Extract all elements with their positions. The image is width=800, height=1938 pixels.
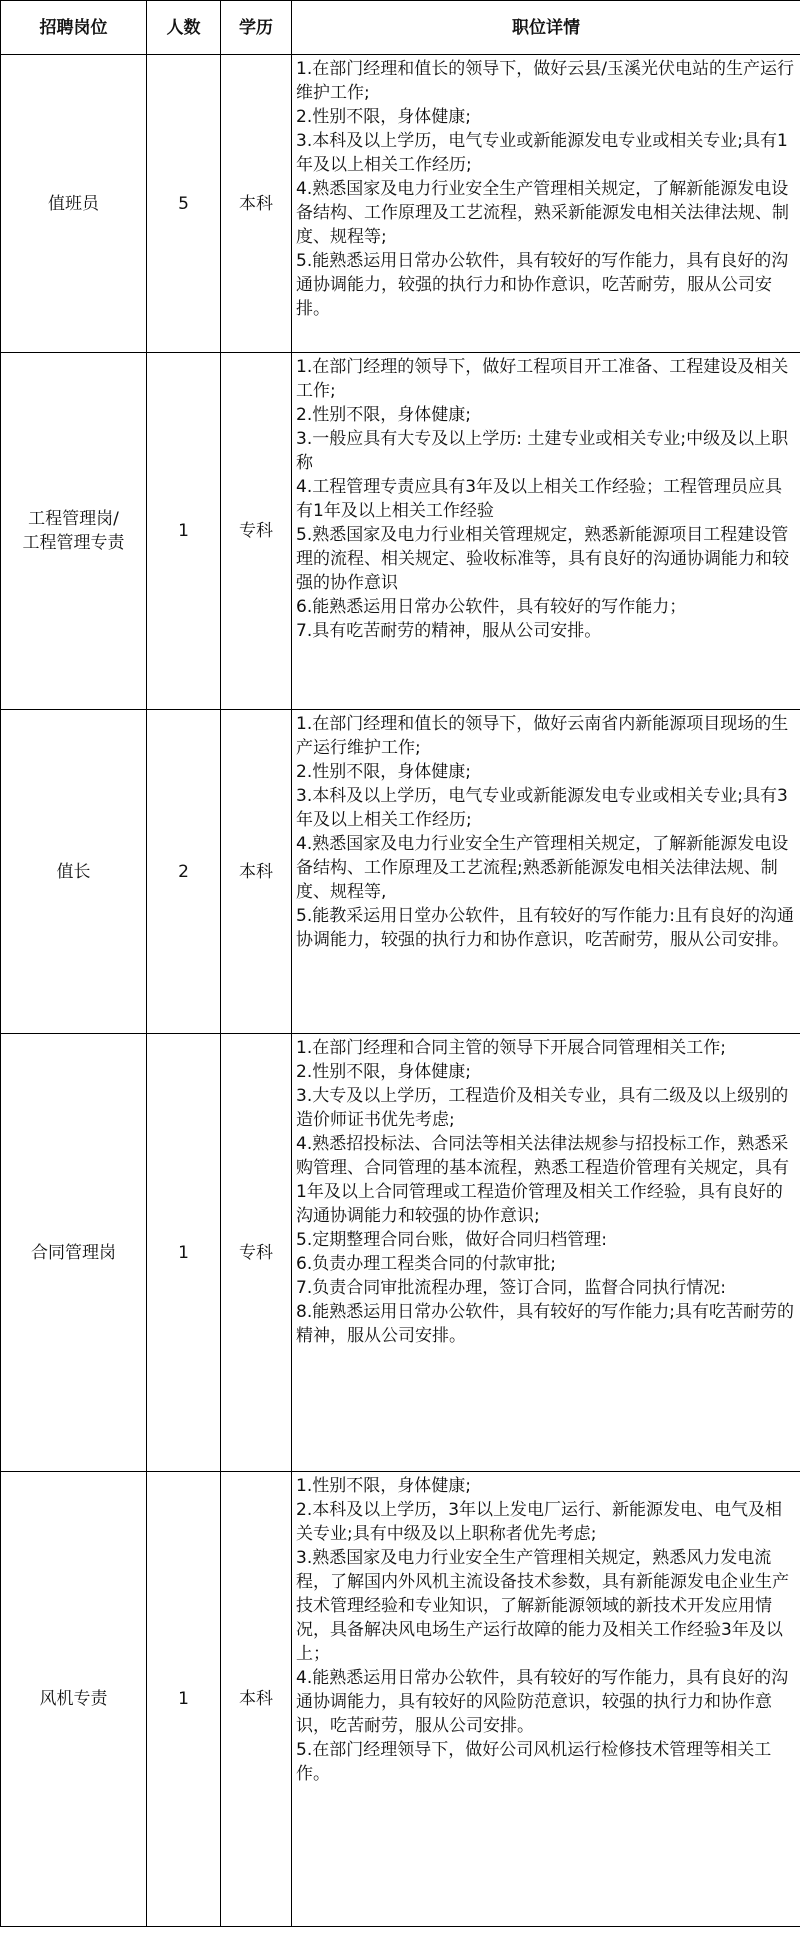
header-education: 学历 [221,1,292,55]
count-cell: 1 [147,1034,221,1472]
position-cell [1,1034,147,1472]
details-cell [292,55,800,353]
details-cell [292,353,800,710]
count-cell: 1 [147,353,221,710]
detail-line: 6.负责办理工程类合同的付款审批; [296,1254,556,1274]
header-position: 招聘岗位 [1,1,147,55]
table-row [1,1034,800,1472]
position-cell [1,710,147,1034]
table-row [1,710,800,1034]
detail-line: 3.本科及以上学历，电气专业或新能源发电专业或相关专业;具有3年及以上相关工作经历; [296,786,788,830]
detail-line: 4.能熟悉运用日常办公软件，具有较好的写作能力，具有良好的沟通协调能力，具有较好的风险防范意识，较强的执行力和协作意识，吃苦耐劳，服从公司安排。 [296,1668,789,1736]
position-cell [1,55,147,353]
header-row [1,1,800,55]
table-row [1,353,800,710]
detail-line: 2.性别不限，身体健康; [296,762,471,782]
position-label: 合同管理岗 [31,1242,116,1263]
detail-line: 1.在部门经理和合同主管的领导下开展合同管理相关工作; [296,1038,726,1058]
detail-line: 4.工程管理专责应具有3年及以上相关工作经验；工程管理员应具有1年及以上相关工作经验 [296,477,783,521]
details-cell [292,710,800,1034]
position-label: 风机专责 [39,1689,108,1709]
education-cell: 本科 [221,55,292,353]
header-details: 职位详情 [292,1,800,55]
table-row [1,1472,800,1927]
detail-line: 4.熟悉招投标法、合同法等相关法律法规参与招投标工作，熟悉采购管理、合同管理的基本流程，熟悉工程造价管理有关规定，具有1年及以上合同管理或工程造价管理及相关工作经验，具有良好的沟通协调能力和较强的协作意识; [296,1134,789,1226]
detail-line: 2.性别不限，身体健康; [296,107,471,127]
position-label: 工程管理专责 [22,533,125,553]
detail-line: 5.在部门经理领导下，做好公司风机运行检修技术管理等相关工作。 [296,1740,772,1784]
detail-line: 1.在部门经理和值长的领导下，做好云县/玉溪光伏电站的生产运行维护工作; [296,59,794,103]
detail-line: 3.熟悉国家及电力行业安全生产管理相关规定，熟悉风力发电流程，了解国内外风机主流设备技术参数，具有新能源发电企业生产技术管理经验和专业知识，了解新能源领域的新技术开发应用情况，具备解决风电场生产运行故障的能力及相关工作经验3年及以上； [296,1548,789,1664]
detail-line: 8.能熟悉运用日常办公软件，具有较好的写作能力;具有吃苦耐劳的精神，服从公司安排。 [296,1302,794,1346]
detail-line: 5.能教采运用日堂办公软件，且有较好的写作能力:且有良好的沟通协调能力，较强的执行力和协作意识，吃苦耐劳，服从公司安排。 [296,906,794,950]
detail-line: 7.具有吃苦耐劳的精神，服从公司安排。 [296,621,602,641]
education-cell: 本科 [221,710,292,1034]
detail-line: 1.性别不限，身体健康; [296,1476,471,1496]
detail-line: 5.能熟悉运用日常办公软件，具有较好的写作能力，具有良好的沟通协调能力，较强的执行力和协作意识，吃苦耐劳，服从公司安排。 [296,251,789,319]
detail-line: 1.在部门经理和值长的领导下，做好云南省内新能源项目现场的生产运行维护工作; [296,714,789,758]
detail-line: 1.在部门经理的领导下，做好工程项目开工准备、工程建设及相关工作; [296,357,789,401]
detail-line: 3.大专及以上学历，工程造价及相关专业，具有二级及以上级别的造价师证书优先考虑; [296,1086,789,1130]
detail-line: 2.本科及以上学历，3年以上发电厂运行、新能源发电、电气及相关专业;具有中级及以上职称者优先考虑; [296,1500,783,1544]
detail-line: 5.定期整理合同台账，做好合同归档管理: [296,1230,607,1250]
position-label: 值班员 [48,193,99,214]
details-cell [292,1034,800,1472]
education-cell: 本科 [221,1472,292,1927]
detail-line: 2.性别不限，身体健康; [296,1062,471,1082]
detail-line: 6.能熟悉运用日常办公软件，具有较好的写作能力； [296,597,687,617]
detail-line: 3.本科及以上学历，电气专业或新能源发电专业或相关专业;具有1年及以上相关工作经历; [296,131,788,175]
count-cell: 1 [147,1472,221,1927]
details-cell [292,1472,800,1927]
position-cell [1,1472,147,1927]
header-count: 人数 [147,1,221,55]
count-cell: 5 [147,55,221,353]
table-row [1,55,800,353]
count-cell: 2 [147,710,221,1034]
detail-line: 4.熟悉国家及电力行业安全生产管理相关规定，了解新能源发电设备结构、工作原理及工艺流程;熟悉新能源发电相关法律法规、制度、规程等, [296,834,789,902]
detail-line: 3.一般应具有大专及以上学历: 土建专业或相关专业;中级及以上职称 [296,429,789,473]
position-label: 工程管理岗/ [28,509,119,529]
education-cell: 专科 [221,1034,292,1472]
detail-line: 5.熟悉国家及电力行业相关管理规定，熟悉新能源项目工程建设管理的流程、相关规定、验收标准等，具有良好的沟通协调能力和较强的协作意识 [296,525,789,593]
position-cell [1,353,147,710]
education-cell: 专科 [221,353,292,710]
detail-line: 2.性别不限，身体健康; [296,405,471,425]
detail-line: 4.熟悉国家及电力行业安全生产管理相关规定，了解新能源发电设备结构、工作原理及工艺流程，熟采新能源发电相关法律法规、制度、规程等; [296,179,789,247]
detail-line: 7.负责合同审批流程办理，签订合同，监督合同执行情况: [296,1278,726,1298]
position-label: 值长 [56,861,91,882]
